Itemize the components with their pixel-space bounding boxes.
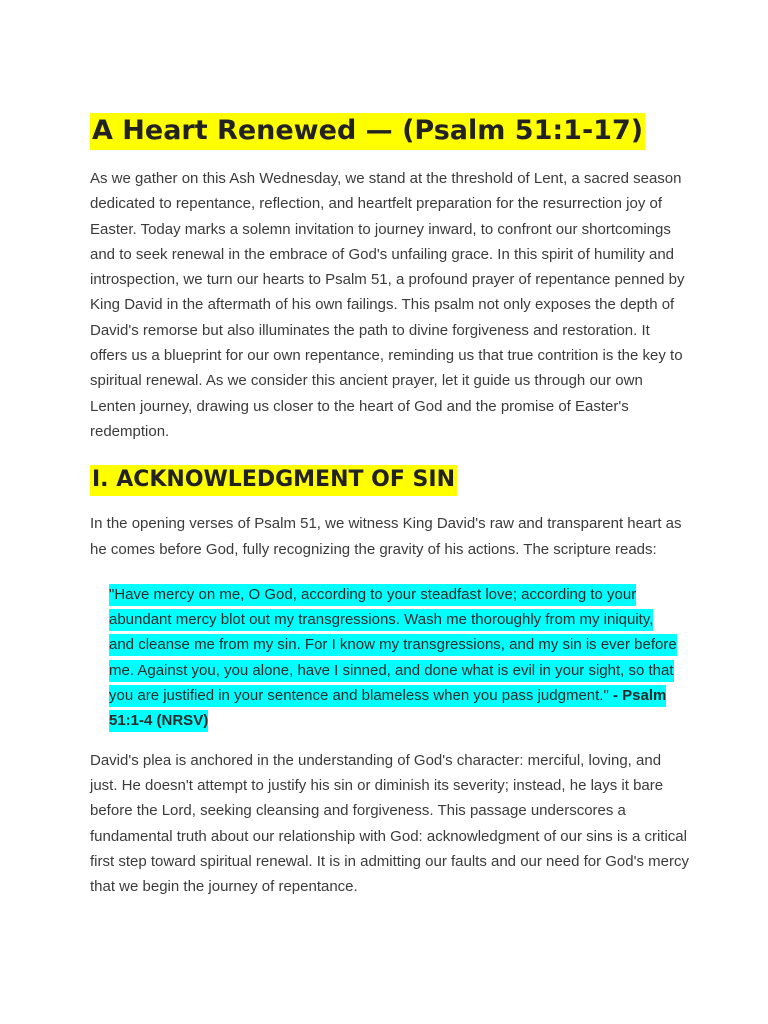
section-lead-paragraph: In the opening verses of Psalm 51, we witness King David's raw and transparent heart as he comes before God, fully recognizing the gravity of his actions. The scripture reads: — [90, 515, 682, 558]
section-body-paragraph: David's plea is anchored in the understanding of God's character: merciful, loving, and just. He doesn't attempt to justify his sin or diminish its severity; instead, he lays it bare before the Lord, seeking cleansing and forgiveness. This passage underscores a fundamental truth about our relationship with God: acknowledgment of our sins is a critical first step toward spiritual renewal. It is in admitting our faults and our need for God's mercy that we begin the journey of repentance. — [90, 751, 689, 896]
intro-paragraph: As we gather on this Ash Wednesday, we stand at the threshold of Lent, a sacred season dedicated to repentance, reflection, and heartfelt preparation for the resurrection joy of Easter. Today marks a solemn invitation to journey inward, to confront our shortcomings and to seek renewal in the embrace of God's unfailing grace. In this spirit of humility and introspection, we turn our hearts to Psalm 51, a profound prayer of repentance penned by King David in the aftermath of his own failings. This psalm not only exposes the depth of David's remorse but also illuminates the path to divine forgiveness and restoration. It offers us a blueprint for our own repentance, reminding us that true contrition is the key to spiritual renewal. As we consider this ancient prayer, let it guide us through our own Lenten journey, drawing us closer to the heart of God and the promise of Easter's redemption. — [90, 170, 685, 440]
scripture-quote — [109, 582, 679, 734]
document-title — [90, 110, 690, 152]
document-title-text: A Heart Renewed — (Psalm 51:1-17) — [90, 113, 645, 150]
scripture-quote-text: "Have mercy on me, O God, according to your steadfast love; according to your abundant mercy blot out my transgressions. Wash me thoroughly from my iniquity, and cleanse me from my sin. For I know my transgressions, and my sin is ever before me. Against you, you alone, have I sinned, and done what is evil in your sight, so that you are justified in your sentence and blameless when you pass judgment." — [109, 584, 677, 707]
scripture-citation: - Psalm 51:1-4 (NRSV) — [109, 685, 666, 732]
section-heading — [90, 462, 690, 498]
section-heading-text: I. ACKNOWLEDGMENT OF SIN — [90, 465, 457, 496]
document-page — [90, 110, 690, 899]
